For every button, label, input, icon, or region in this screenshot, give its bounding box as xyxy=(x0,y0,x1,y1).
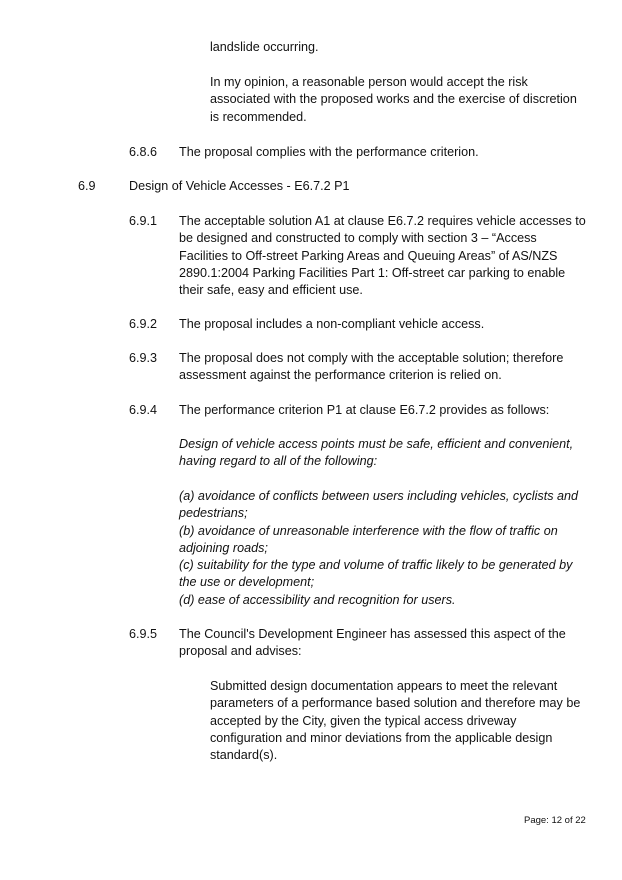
text-line: (c) suitability for the type and volume of traffic likely to be generated by xyxy=(179,558,573,573)
section-heading: Design of Vehicle Accesses - E6.7.2 P1 xyxy=(129,179,350,193)
text-line: (a) avoidance of conflicts between users including vehicles, cyclists and xyxy=(179,489,579,503)
continued-paragraph xyxy=(210,39,319,56)
clause-paragraph xyxy=(179,626,566,661)
text-line: having regard to all of the following: xyxy=(179,454,378,469)
clause-paragraph xyxy=(179,350,563,385)
text-line: assessment against the performance criterion is relied on. xyxy=(179,368,502,383)
quoted-criterion-intro xyxy=(179,436,573,471)
clause-paragraph xyxy=(179,213,586,299)
page-number: Page: 12 of 22 xyxy=(524,815,586,826)
text-line: accepted by the City, given the typical access driveway xyxy=(210,713,517,728)
text-line: adjoining roads; xyxy=(179,540,268,555)
engineer-advice-quote xyxy=(210,678,580,764)
text-line: parameters of a performance based solution and therefore may be xyxy=(210,696,581,711)
clause-text: The performance criterion P1 at clause E6.7.2 provides as follows: xyxy=(179,403,550,417)
clause-number: 6.9.5 xyxy=(129,627,158,641)
text-line: Submitted design documentation appears to meet the relevant xyxy=(210,679,558,693)
clause-number: 6.9.1 xyxy=(129,214,158,228)
text-line: configuration and minor deviations from the applicable design xyxy=(210,730,553,745)
text-line: is recommended. xyxy=(210,109,307,124)
text-line: be designed and constructed to comply with section 3 – “Access xyxy=(179,231,537,246)
clause-number: 6.9.3 xyxy=(129,351,158,365)
text-line: (d) ease of accessibility and recognition for users. xyxy=(179,592,456,607)
text-line: 2890.1:2004 Parking Facilities Part 1: Off-street car parking to enable xyxy=(179,265,566,280)
clause-number: 6.9.2 xyxy=(129,317,158,331)
text-line: In my opinion, a reasonable person would accept the risk xyxy=(210,75,528,89)
clause-text: The proposal complies with the performance criterion. xyxy=(179,145,479,159)
text-line: Facilities to Off-street Parking Areas and Queuing Areas” of AS/NZS xyxy=(179,248,558,263)
text-line: The proposal does not comply with the acceptable solution; therefore xyxy=(179,351,564,365)
text-line: Design of vehicle access points must be safe, efficient and convenient, xyxy=(179,437,574,451)
text-line: their safe, easy and efficient use. xyxy=(179,283,363,298)
text-line: landslide occurring. xyxy=(210,40,319,54)
text-line: pedestrians; xyxy=(179,506,248,521)
text-line: (b) avoidance of unreasonable interference with the flow of traffic on xyxy=(179,523,558,538)
section-number: 6.9 xyxy=(78,179,96,193)
text-line: associated with the proposed works and the exercise of discretion xyxy=(210,92,577,107)
clause-text: The proposal includes a non-compliant vehicle access. xyxy=(179,317,485,331)
text-line: the use or development; xyxy=(179,575,315,590)
opinion-paragraph xyxy=(210,74,577,126)
text-line: standard(s). xyxy=(210,748,278,763)
text-line: The Council's Development Engineer has assessed this aspect of the xyxy=(179,627,566,641)
clause-number: 6.8.6 xyxy=(129,145,158,159)
text-line: proposal and advises: xyxy=(179,644,302,659)
clause-number: 6.9.4 xyxy=(129,403,158,417)
quoted-criterion-list xyxy=(179,488,578,609)
text-line: The acceptable solution A1 at clause E6.7.2 requires vehicle accesses to xyxy=(179,214,586,228)
